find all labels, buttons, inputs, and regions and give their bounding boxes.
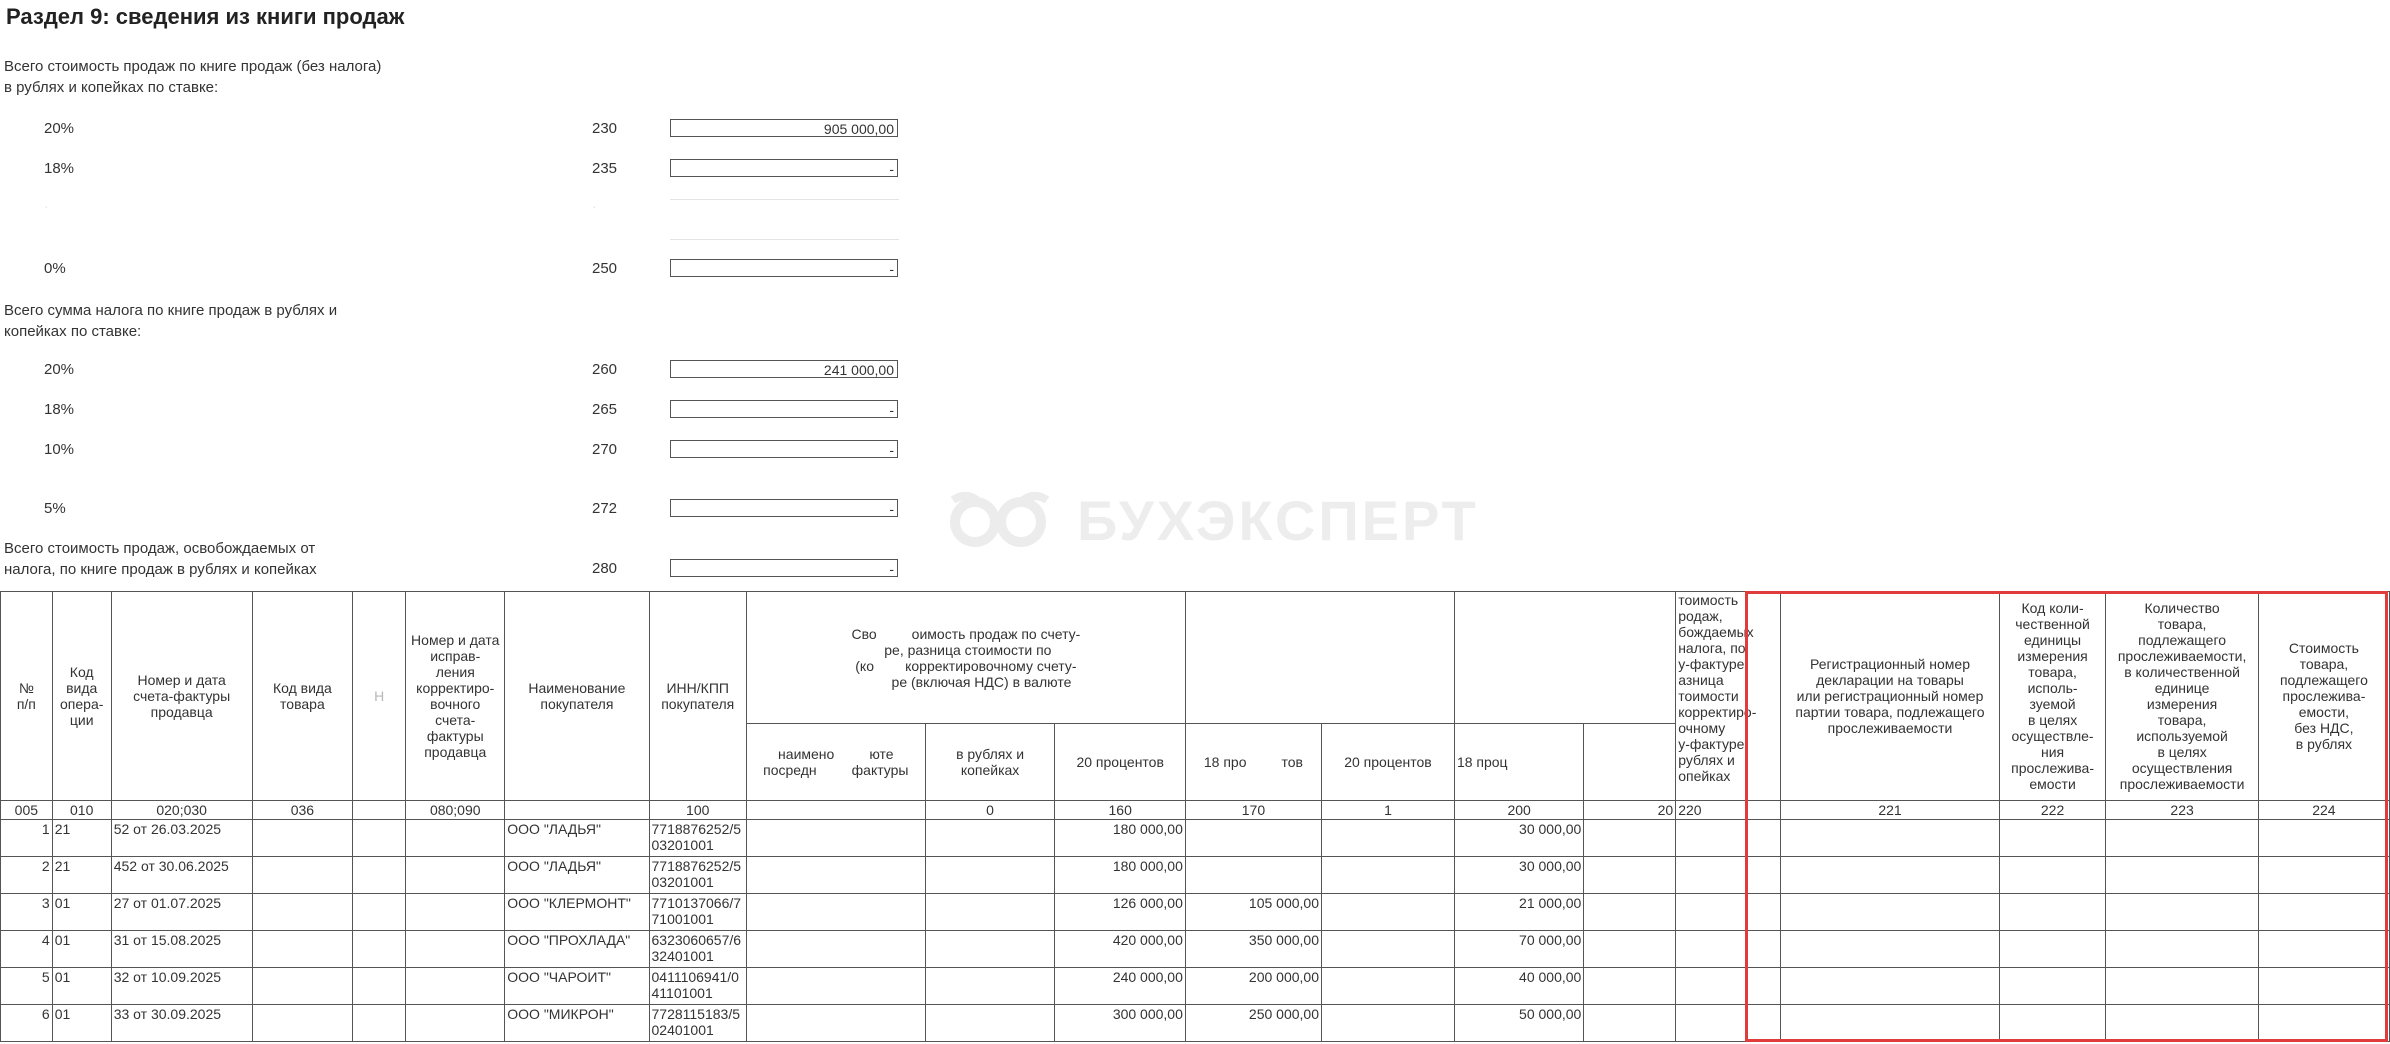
header-cell-220 bbox=[1676, 592, 1781, 801]
header-text: 18 про тов bbox=[1203, 754, 1303, 770]
currency-value-cell bbox=[925, 1005, 1055, 1042]
correction-cell bbox=[406, 931, 505, 968]
traceability-quantity-cell[interactable] bbox=[2106, 931, 2259, 968]
invoice-number-date: 32 от 10.09.2025 bbox=[111, 968, 252, 1005]
header-text: наимено юте посредн фактуры bbox=[763, 746, 909, 778]
tax-18-percent-cell bbox=[1584, 857, 1676, 894]
value-field-270[interactable]: - bbox=[670, 440, 898, 458]
tax-18-percent-cell bbox=[1584, 968, 1676, 1005]
header-cell-inn bbox=[649, 592, 746, 801]
value-field-265[interactable]: - bbox=[670, 400, 898, 418]
caption-line: Всего сумма налога по книге продаж в рублях и bbox=[4, 302, 338, 319]
currency-name-cell bbox=[746, 968, 925, 1005]
operation-code: 21 bbox=[52, 857, 111, 894]
exempt-amount-cell bbox=[1676, 1005, 1781, 1042]
header-text: Код коли- чественной единицы измерения товара, исполь- зуемой в целях осуществле- ния прослежива- емости bbox=[2011, 600, 2094, 792]
column-code bbox=[746, 801, 925, 820]
operation-code: 01 bbox=[52, 968, 111, 1005]
faded-rate: · bbox=[44, 198, 49, 214]
tax-18-percent-cell bbox=[1584, 931, 1676, 968]
caption-line: Всего стоимость продаж по книге продаж (без налога) bbox=[4, 58, 382, 75]
amount-18-percent-cell bbox=[1321, 1005, 1454, 1042]
faded-code: · bbox=[592, 198, 597, 214]
amount-rub: 300 000,00 bbox=[1055, 1005, 1185, 1042]
traceability-quantity-cell[interactable] bbox=[2106, 894, 2259, 931]
buyer-name: ООО "КЛЕРМОНТ" bbox=[505, 894, 649, 931]
amount-rub: 180 000,00 bbox=[1055, 820, 1185, 857]
amount-18-percent-cell bbox=[1321, 931, 1454, 968]
line-code: 260 bbox=[592, 361, 618, 378]
table-row[interactable] bbox=[1, 1005, 2390, 1042]
currency-name-cell bbox=[746, 931, 925, 968]
goods-code-cell bbox=[252, 894, 353, 931]
row-number: 1 bbox=[1, 820, 53, 857]
header-text: Номер и дата исправ- ления корректиро- вочного счета- фактуры продавца bbox=[411, 632, 500, 760]
header-text: Код вида товара bbox=[272, 680, 332, 712]
header-cell-rub bbox=[925, 724, 1055, 801]
amount-rub: 126 000,00 bbox=[1055, 894, 1185, 931]
amount-20-percent bbox=[1185, 820, 1321, 857]
amount-rub: 180 000,00 bbox=[1055, 857, 1185, 894]
header-cell-currency-name bbox=[746, 724, 925, 801]
rate-label: 10% bbox=[44, 441, 75, 458]
column-code: 170 bbox=[1185, 801, 1321, 820]
line-code: 270 bbox=[592, 441, 618, 458]
header-cell-18-percent-a bbox=[1185, 724, 1321, 801]
amount-20-percent: 250 000,00 bbox=[1185, 1005, 1321, 1042]
line-code: 235 bbox=[592, 160, 618, 177]
header-cell-group-blank-a bbox=[1185, 592, 1454, 724]
column-code: 010 bbox=[52, 801, 111, 820]
traceability-quantity-cell[interactable] bbox=[2106, 1005, 2259, 1042]
traceability-cost-cell[interactable] bbox=[2258, 894, 2389, 931]
goods-code-cell bbox=[252, 857, 353, 894]
rate-label: 18% bbox=[44, 160, 75, 177]
header-cell-npp bbox=[1, 592, 53, 801]
currency-name-cell bbox=[746, 820, 925, 857]
tax-20-percent: 30 000,00 bbox=[1454, 820, 1583, 857]
buyer-name: ООО "ЛАДЬЯ" bbox=[505, 820, 649, 857]
amount-20-percent: 350 000,00 bbox=[1185, 931, 1321, 968]
sales-total-caption bbox=[4, 56, 381, 98]
currency-value-cell bbox=[925, 894, 1055, 931]
row-number: 6 bbox=[1, 1005, 53, 1042]
faded-field bbox=[670, 199, 899, 200]
tax-18-percent-cell bbox=[1584, 894, 1676, 931]
buyer-inn-kpp: 7710137066/771001001 bbox=[649, 894, 746, 931]
rate-label: 0% bbox=[44, 260, 66, 277]
table-row[interactable] bbox=[1, 857, 2390, 894]
amount-18-percent-cell bbox=[1321, 820, 1454, 857]
tax-total-caption bbox=[4, 300, 337, 342]
buyer-name: ООО "МИКРОН" bbox=[505, 1005, 649, 1042]
value-field-250[interactable]: - bbox=[670, 259, 898, 277]
header-text: 20 процентов bbox=[1076, 754, 1164, 770]
column-codes-row bbox=[1, 801, 2390, 820]
goods-code-cell bbox=[252, 968, 353, 1005]
header-cell-222 bbox=[1999, 592, 2106, 801]
traceability-reg-number-cell[interactable] bbox=[1781, 857, 2000, 894]
tax-20-percent: 50 000,00 bbox=[1454, 1005, 1583, 1042]
rate-label: 20% bbox=[44, 361, 75, 378]
header-cell-20-percent-a bbox=[1055, 724, 1185, 801]
currency-value-cell bbox=[925, 968, 1055, 1005]
traceability-unit-code-cell[interactable] bbox=[1999, 820, 2106, 857]
blank-cell bbox=[353, 894, 406, 931]
traceability-cost-cell[interactable] bbox=[2258, 931, 2389, 968]
caption-line: копейках по ставке: bbox=[4, 323, 142, 340]
traceability-reg-number-cell[interactable] bbox=[1781, 894, 2000, 931]
page-title: Раздел 9: сведения из книги продаж bbox=[6, 4, 405, 29]
currency-value-cell bbox=[925, 820, 1055, 857]
column-code: 080;090 bbox=[406, 801, 505, 820]
exempt-amount-cell bbox=[1676, 820, 1781, 857]
watermark-logo-icon bbox=[945, 490, 1055, 550]
column-code: 160 bbox=[1055, 801, 1185, 820]
watermark bbox=[945, 488, 1479, 552]
traceability-reg-number-cell[interactable] bbox=[1781, 820, 2000, 857]
column-code: 222 bbox=[1999, 801, 2106, 820]
rate-label: 20% bbox=[44, 120, 75, 137]
header-text: ИНН/КПП покупателя bbox=[661, 680, 735, 712]
header-text: Сво оимость продаж по счету- ре, разница стоимости по (ко корректировочному счету- ре (включая НДС) в валюте bbox=[851, 625, 1081, 690]
column-code: 223 bbox=[2106, 801, 2259, 820]
exempt-amount-cell bbox=[1676, 857, 1781, 894]
rate-label: 18% bbox=[44, 401, 75, 418]
header-cell-223 bbox=[2106, 592, 2259, 801]
header-cell-20-percent-b bbox=[1321, 724, 1454, 801]
buyer-inn-kpp: 7718876252/503201001 bbox=[649, 820, 746, 857]
header-cell-correction bbox=[406, 592, 505, 801]
header-text: Количество товара, подлежащего прослеживаемости, в количественной единице измерения товара, используемой в целях осуществления прослеживаемости bbox=[2117, 600, 2247, 792]
operation-code: 01 bbox=[52, 894, 111, 931]
amount-20-percent: 200 000,00 bbox=[1185, 968, 1321, 1005]
column-code bbox=[353, 801, 406, 820]
traceability-cost-cell[interactable] bbox=[2258, 1005, 2389, 1042]
invoice-number-date: 27 от 01.07.2025 bbox=[111, 894, 252, 931]
column-code: 20 bbox=[1584, 801, 1676, 820]
traceability-quantity-cell[interactable] bbox=[2106, 857, 2259, 894]
row-number: 4 bbox=[1, 931, 53, 968]
caption-line: налога, по книге продаж в рублях и копейках bbox=[4, 561, 317, 578]
rate-label: 5% bbox=[44, 500, 66, 517]
buyer-name: ООО "ЧАРОИТ" bbox=[505, 968, 649, 1005]
currency-name-cell bbox=[746, 857, 925, 894]
column-code bbox=[505, 801, 649, 820]
traceability-cost-cell[interactable] bbox=[2258, 968, 2389, 1005]
tax-18-percent-cell bbox=[1584, 820, 1676, 857]
header-cell-invoice bbox=[111, 592, 252, 801]
line-code: 230 bbox=[592, 120, 618, 137]
line-code: 250 bbox=[592, 260, 618, 277]
tax-20-percent: 70 000,00 bbox=[1454, 931, 1583, 968]
exempt-caption bbox=[4, 538, 317, 580]
header-cell-faded bbox=[353, 592, 406, 801]
tax-18-percent-cell bbox=[1584, 1005, 1676, 1042]
traceability-unit-code-cell[interactable] bbox=[1999, 1005, 2106, 1042]
amount-20-percent: 105 000,00 bbox=[1185, 894, 1321, 931]
header-text: № п/п bbox=[16, 680, 36, 712]
operation-code: 01 bbox=[52, 931, 111, 968]
blank-cell bbox=[353, 857, 406, 894]
table-row[interactable] bbox=[1, 968, 2390, 1005]
buyer-name: ООО "ПРОХЛАДА" bbox=[505, 931, 649, 968]
sales-book-table-wrap bbox=[0, 591, 2390, 1042]
exempt-amount-cell bbox=[1676, 894, 1781, 931]
blank-cell bbox=[353, 1005, 406, 1042]
buyer-inn-kpp: 7718876252/503201001 bbox=[649, 857, 746, 894]
goods-code-cell bbox=[252, 1005, 353, 1042]
line-code: 265 bbox=[592, 401, 618, 418]
header-cell-buyer bbox=[505, 592, 649, 801]
header-cell-221 bbox=[1781, 592, 2000, 801]
tax-20-percent: 30 000,00 bbox=[1454, 857, 1583, 894]
traceability-cost-cell[interactable] bbox=[2258, 820, 2389, 857]
amount-rub: 420 000,00 bbox=[1055, 931, 1185, 968]
header-text: 18 проц bbox=[1456, 754, 1508, 770]
header-text: Н bbox=[374, 688, 385, 704]
value-field-230[interactable]: 905 000,00 bbox=[670, 119, 898, 137]
faded-field bbox=[670, 239, 899, 240]
header-cell-18-percent-b bbox=[1454, 724, 1583, 801]
column-code: 020;030 bbox=[111, 801, 252, 820]
traceability-quantity-cell[interactable] bbox=[2106, 968, 2259, 1005]
invoice-number-date: 452 от 30.06.2025 bbox=[111, 857, 252, 894]
correction-cell bbox=[406, 1005, 505, 1042]
row-number: 3 bbox=[1, 894, 53, 931]
blank-cell bbox=[353, 931, 406, 968]
header-text: в рублях и копейках bbox=[956, 746, 1025, 778]
tax-20-percent: 40 000,00 bbox=[1454, 968, 1583, 1005]
currency-value-cell bbox=[925, 931, 1055, 968]
correction-cell bbox=[406, 968, 505, 1005]
traceability-reg-number-cell[interactable] bbox=[1781, 931, 2000, 968]
table-row[interactable] bbox=[1, 894, 2390, 931]
traceability-quantity-cell[interactable] bbox=[2106, 820, 2259, 857]
amount-18-percent-cell bbox=[1321, 968, 1454, 1005]
goods-code-cell bbox=[252, 820, 353, 857]
buyer-inn-kpp: 0411106941/041101001 bbox=[649, 968, 746, 1005]
caption-line: Всего стоимость продаж, освобождаемых от bbox=[4, 540, 316, 557]
operation-code: 21 bbox=[52, 820, 111, 857]
value-field-280[interactable]: - bbox=[670, 559, 898, 577]
header-text: Номер и дата счета-фактуры продавца bbox=[133, 672, 231, 720]
traceability-unit-code-cell[interactable] bbox=[1999, 857, 2106, 894]
caption-line: в рублях и копейках по ставке: bbox=[4, 79, 219, 96]
traceability-reg-number-cell[interactable] bbox=[1781, 968, 2000, 1005]
column-code: 1 bbox=[1321, 801, 1454, 820]
currency-value-cell bbox=[925, 857, 1055, 894]
header-text: Наименование покупателя bbox=[528, 680, 626, 712]
column-code: 200 bbox=[1454, 801, 1583, 820]
amount-18-percent-cell bbox=[1321, 894, 1454, 931]
row-number: 5 bbox=[1, 968, 53, 1005]
column-code: 005 bbox=[1, 801, 53, 820]
blank-cell bbox=[353, 968, 406, 1005]
traceability-unit-code-cell[interactable] bbox=[1999, 894, 2106, 931]
amount-18-percent-cell bbox=[1321, 857, 1454, 894]
traceability-reg-number-cell[interactable] bbox=[1781, 1005, 2000, 1042]
amount-20-percent bbox=[1185, 857, 1321, 894]
correction-cell bbox=[406, 820, 505, 857]
watermark-text: БУХЭКСПЕРТ bbox=[1077, 488, 1479, 552]
header-text: Код вида опера- ции bbox=[60, 664, 104, 728]
table-row[interactable] bbox=[1, 931, 2390, 968]
exempt-amount-cell bbox=[1676, 968, 1781, 1005]
invoice-number-date: 52 от 26.03.2025 bbox=[111, 820, 252, 857]
sales-book-table bbox=[0, 591, 2390, 1042]
line-code: 272 bbox=[592, 500, 618, 517]
amount-rub: 240 000,00 bbox=[1055, 968, 1185, 1005]
buyer-inn-kpp: 6323060657/632401001 bbox=[649, 931, 746, 968]
column-code: 224 bbox=[2258, 801, 2389, 820]
header-cell-goods-code bbox=[252, 592, 353, 801]
header-cell-currency-group bbox=[746, 592, 1185, 724]
currency-name-cell bbox=[746, 1005, 925, 1042]
goods-code-cell bbox=[252, 931, 353, 968]
operation-code: 01 bbox=[52, 1005, 111, 1042]
invoice-number-date: 33 от 30.09.2025 bbox=[111, 1005, 252, 1042]
traceability-unit-code-cell[interactable] bbox=[1999, 931, 2106, 968]
column-code: 220 bbox=[1676, 801, 1781, 820]
blank-cell bbox=[353, 820, 406, 857]
row-number: 2 bbox=[1, 857, 53, 894]
currency-name-cell bbox=[746, 894, 925, 931]
buyer-name: ООО "ЛАДЬЯ" bbox=[505, 857, 649, 894]
header-text: 20 процентов bbox=[1344, 754, 1432, 770]
column-code: 100 bbox=[649, 801, 746, 820]
header-cell-op-code bbox=[52, 592, 111, 801]
header-text: Регистрационный номер декларации на товары или регистрационный номер партии товара, подлежащего прослеживаемости bbox=[1795, 656, 1985, 736]
buyer-inn-kpp: 7728115183/502401001 bbox=[649, 1005, 746, 1042]
traceability-cost-cell[interactable] bbox=[2258, 857, 2389, 894]
tax-20-percent: 21 000,00 bbox=[1454, 894, 1583, 931]
exempt-amount-cell bbox=[1676, 931, 1781, 968]
line-code: 280 bbox=[592, 560, 618, 577]
value-field-235[interactable]: - bbox=[670, 159, 898, 177]
header-text: Стоимость товара, подлежащего прослежива- емости, без НДС, в рублях bbox=[2279, 640, 2368, 752]
header-cell-group-blank-b bbox=[1454, 592, 1675, 724]
correction-cell bbox=[406, 894, 505, 931]
column-code: 036 bbox=[252, 801, 353, 820]
correction-cell bbox=[406, 857, 505, 894]
traceability-unit-code-cell[interactable] bbox=[1999, 968, 2106, 1005]
invoice-number-date: 31 от 15.08.2025 bbox=[111, 931, 252, 968]
header-text: тоимость родаж, бождаемых налога, по у-фактуре, азница тоимости корректиро- очному у-фактуре рублях и опейках bbox=[1678, 592, 1757, 784]
column-code: 0 bbox=[925, 801, 1055, 820]
value-field-272[interactable]: - bbox=[670, 499, 898, 517]
value-field-260[interactable]: 241 000,00 bbox=[670, 360, 898, 378]
table-row[interactable] bbox=[1, 820, 2390, 857]
column-code: 221 bbox=[1781, 801, 2000, 820]
header-cell-224 bbox=[2258, 592, 2389, 801]
